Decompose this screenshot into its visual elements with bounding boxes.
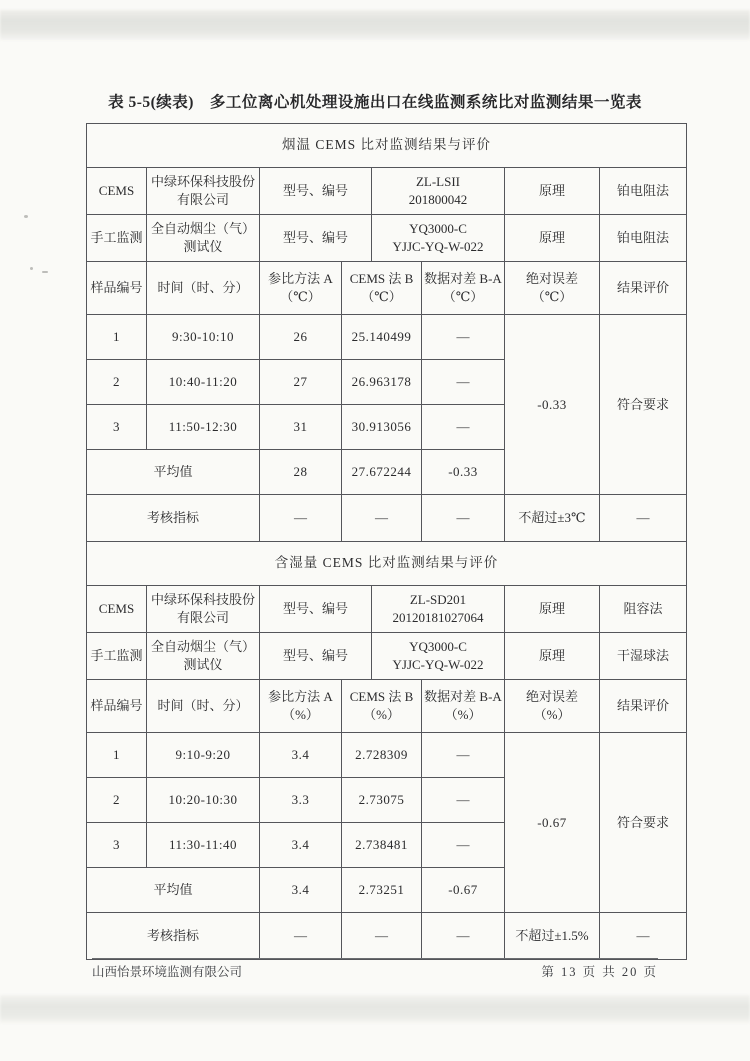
assessment-limit: 不超过±3℃ <box>505 495 600 542</box>
assessment-dash: — <box>342 495 422 542</box>
cems-principle: 阻容法 <box>600 586 687 633</box>
principle-label: 原理 <box>505 586 600 633</box>
ref-value: 27 <box>260 360 342 405</box>
abs-error-value: -0.33 <box>505 315 600 495</box>
diff-value: — <box>422 360 505 405</box>
principle-label: 原理 <box>505 215 600 262</box>
cems-model: ZL-LSII <box>415 174 461 190</box>
col-cems-method: CEMS 法 B （%） <box>342 680 422 733</box>
col-sample-no: 样品编号 <box>87 680 147 733</box>
sample-no: 3 <box>87 405 147 450</box>
cems-value: 2.738481 <box>342 823 422 868</box>
cems-model-serial <box>372 168 505 215</box>
scan-speck <box>24 215 28 218</box>
cems-value: 2.728309 <box>342 733 422 778</box>
model-label: 型号、编号 <box>260 215 372 262</box>
col-abs-error: 绝对误差 （℃） <box>505 262 600 315</box>
cems-value: 25.140499 <box>342 315 422 360</box>
cems-value: 30.913056 <box>342 405 422 450</box>
manual-row-label: 手工监测 <box>87 633 147 680</box>
manual-principle: 干湿球法 <box>600 633 687 680</box>
col-cems-method: CEMS 法 B （℃） <box>342 262 422 315</box>
col-diff: 数据对差 B-A （%） <box>422 680 505 733</box>
cems-principle: 铂电阻法 <box>600 168 687 215</box>
col-ref-method: 参比方法 A （%） <box>260 680 342 733</box>
cems-row-label: CEMS <box>87 586 147 633</box>
manual-model-serial <box>372 215 505 262</box>
scan-speck <box>30 267 33 270</box>
time-value: 10:40-11:20 <box>147 360 260 405</box>
col-time: 时间（时、分） <box>147 262 260 315</box>
assessment-row <box>87 495 687 542</box>
cems-serial: 20120181027064 <box>392 610 484 625</box>
cems-vendor: 中绿环保科技股份有限公司 <box>147 168 260 215</box>
col-abs-error: 绝对误差 （%） <box>505 680 600 733</box>
avg-ref-value: 3.4 <box>260 868 342 913</box>
footer-company: 山西怡景环境监测有限公司 <box>92 965 243 979</box>
time-value: 9:30-10:10 <box>147 315 260 360</box>
col-diff: 数据对差 B-A （℃） <box>422 262 505 315</box>
assessment-dash: — <box>422 913 505 960</box>
evaluation-value: 符合要求 <box>600 315 687 495</box>
section-title: 烟温 CEMS 比对监测结果与评价 <box>87 124 687 168</box>
assessment-dash: — <box>260 495 342 542</box>
principle-label: 原理 <box>505 633 600 680</box>
moisture-cems-table <box>86 541 687 960</box>
principle-label: 原理 <box>505 168 600 215</box>
col-evaluation: 结果评价 <box>600 262 687 315</box>
time-value: 11:50-12:30 <box>147 405 260 450</box>
cems-model-serial <box>372 586 505 633</box>
average-label: 平均值 <box>87 450 260 495</box>
col-time: 时间（时、分） <box>147 680 260 733</box>
diff-value: — <box>422 733 505 778</box>
ref-value: 31 <box>260 405 342 450</box>
page-title: 表 5-5(续表) 多工位离心机处理设施出口在线监测系统比对监测结果一览表 <box>108 94 642 111</box>
time-value: 9:10-9:20 <box>147 733 260 778</box>
manual-serial: YJJC-YQ-W-022 <box>392 239 484 254</box>
avg-cems-value: 2.73251 <box>342 868 422 913</box>
diff-value: — <box>422 405 505 450</box>
manual-model: YQ3000-C <box>409 639 467 655</box>
assessment-dash: — <box>600 495 687 542</box>
ref-value: 3.4 <box>260 823 342 868</box>
assessment-limit: 不超过±1.5% <box>505 913 600 960</box>
manual-vendor: 全自动烟尘（气）测试仪 <box>147 215 260 262</box>
assessment-row <box>87 913 687 960</box>
flue-temp-cems-table <box>86 123 687 542</box>
cems-model: ZL-SD201 <box>409 592 467 608</box>
assessment-dash: — <box>342 913 422 960</box>
assessment-dash: — <box>600 913 687 960</box>
table-row <box>87 315 687 360</box>
scan-speck <box>42 271 48 273</box>
evaluation-value: 符合要求 <box>600 733 687 913</box>
col-sample-no: 样品编号 <box>87 262 147 315</box>
diff-value: — <box>422 778 505 823</box>
manual-row-label: 手工监测 <box>87 215 147 262</box>
ref-value: 3.3 <box>260 778 342 823</box>
cems-value: 2.73075 <box>342 778 422 823</box>
avg-diff-value: -0.33 <box>422 450 505 495</box>
model-label: 型号、编号 <box>260 168 372 215</box>
avg-ref-value: 28 <box>260 450 342 495</box>
assessment-dash: — <box>422 495 505 542</box>
cems-value: 26.963178 <box>342 360 422 405</box>
page-footer <box>92 958 658 980</box>
footer-page-number: 第 13 页 共 20 页 <box>541 965 658 979</box>
scan-artifact-bottom-band <box>0 995 750 1023</box>
scan-artifact-top-band <box>0 10 750 40</box>
sample-no: 2 <box>87 360 147 405</box>
diff-value: — <box>422 823 505 868</box>
ref-value: 26 <box>260 315 342 360</box>
sample-no: 1 <box>87 315 147 360</box>
average-label: 平均值 <box>87 868 260 913</box>
sample-no: 2 <box>87 778 147 823</box>
section-title: 含湿量 CEMS 比对监测结果与评价 <box>87 542 687 586</box>
avg-cems-value: 27.672244 <box>342 450 422 495</box>
manual-vendor: 全自动烟尘（气）测试仪 <box>147 633 260 680</box>
cems-vendor: 中绿环保科技股份有限公司 <box>147 586 260 633</box>
manual-model-serial <box>372 633 505 680</box>
manual-model: YQ3000-C <box>409 221 467 237</box>
sample-no: 3 <box>87 823 147 868</box>
sample-no: 1 <box>87 733 147 778</box>
comparison-tables <box>86 123 686 960</box>
model-label: 型号、编号 <box>260 586 372 633</box>
abs-error-value: -0.67 <box>505 733 600 913</box>
table-row <box>87 733 687 778</box>
avg-diff-value: -0.67 <box>422 868 505 913</box>
model-label: 型号、编号 <box>260 633 372 680</box>
manual-principle: 铂电阻法 <box>600 215 687 262</box>
col-evaluation: 结果评价 <box>600 680 687 733</box>
cems-row-label: CEMS <box>87 168 147 215</box>
col-ref-method: 参比方法 A （℃） <box>260 262 342 315</box>
diff-value: — <box>422 315 505 360</box>
ref-value: 3.4 <box>260 733 342 778</box>
assessment-label: 考核指标 <box>87 495 260 542</box>
manual-serial: YJJC-YQ-W-022 <box>392 657 484 672</box>
time-value: 11:30-11:40 <box>147 823 260 868</box>
assessment-dash: — <box>260 913 342 960</box>
assessment-label: 考核指标 <box>87 913 260 960</box>
time-value: 10:20-10:30 <box>147 778 260 823</box>
cems-serial: 201800042 <box>408 192 468 207</box>
